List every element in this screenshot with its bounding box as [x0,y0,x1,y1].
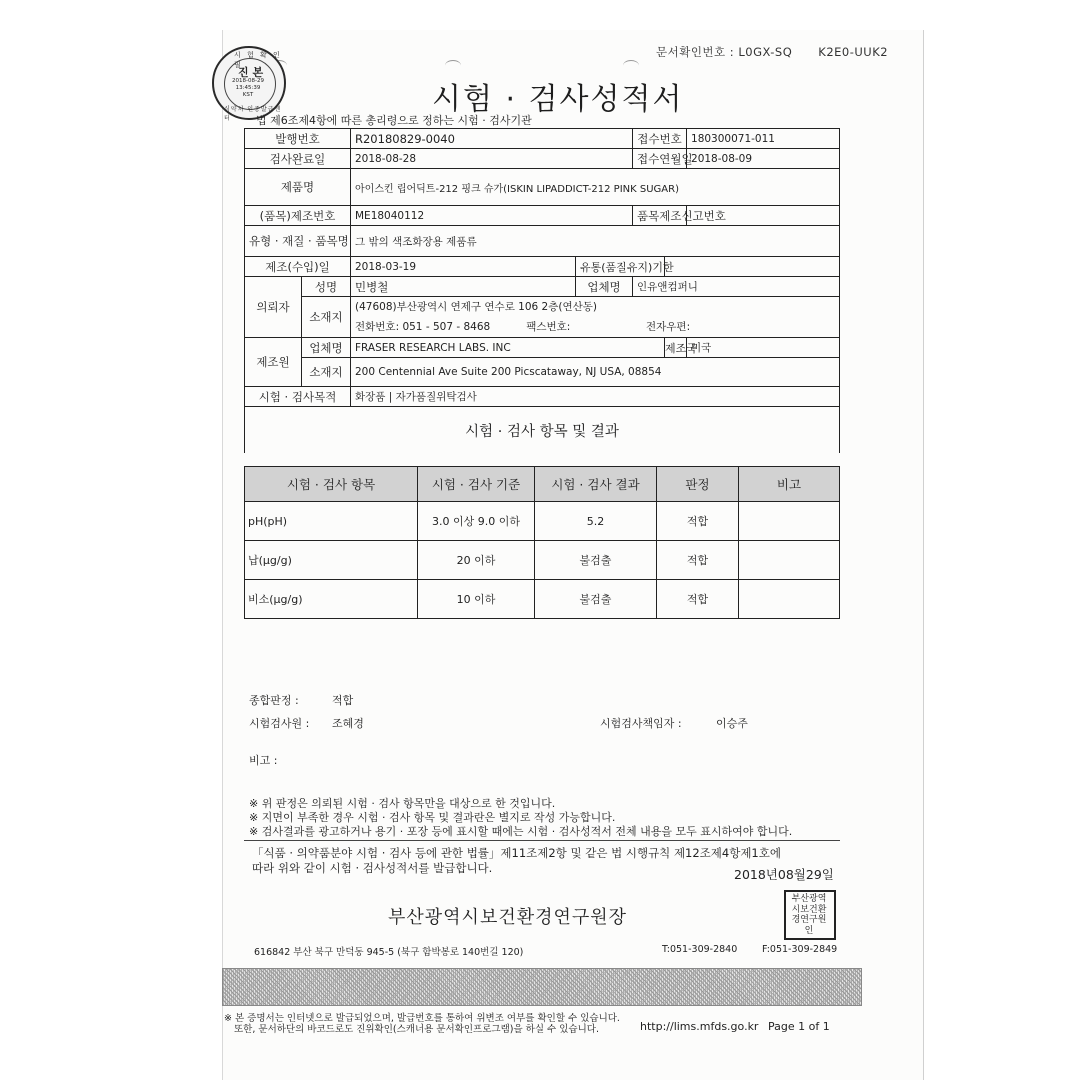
inspector-name: 조혜경 [332,717,364,730]
issuer-name: 부산광역시보건환경연구원장 [388,907,628,928]
footer-address: 616842 부산 북구 만덕동 945-5 (북구 함박봉로 140번길 120) [254,947,524,958]
certification-line: 따라 위와 같이 시험 · 검사성적서를 발급합니다. [252,861,493,875]
page-number: Page 1 of 1 [768,1020,830,1033]
manager-label: 시험검사책임자 : [600,717,682,730]
manager-name: 이승주 [716,717,748,730]
results-heading: 시험 · 검사 항목 및 결과 [245,407,840,454]
issue-date: 2018년08월29일 [734,867,834,882]
footer-disclaimer: 또한, 문서하단의 바코드로도 진위확인(스캐너용 문서확인프로그램)을 하실 수 있습니다. [234,1024,599,1035]
issuer-seal: 부산광역시보건환경연구원인 [784,890,836,940]
punch-hole [445,60,461,71]
note-line: ※ 검사결과를 광고하거나 용기 · 포장 등에 표시할 때에는 시험 · 검사성적서 전체 내용을 모두 표시하여야 합니다. [249,825,793,838]
document-subtitle: 법 제6조제4항에 따른 총리령으로 정하는 시험 · 검사기관 [256,114,532,127]
certification-line: 「식품 · 의약품분야 시험 · 검사 등에 관한 법률」제11조제2항 및 같은 법 시행규칙 제12조제4항제1호에 [252,846,781,860]
footer-fax: F:051-309-2849 [762,944,838,955]
footer-disclaimer: ※ 본 증명서는 인터넷으로 발급되었으며, 발급번호를 통하여 위변조 여부를 확인할 수 있습니다. [224,1013,620,1024]
remarks-label: 비고 : [249,754,278,767]
verification-barcode [222,968,862,1006]
authenticity-stamp: 시 험 확 인 필 진 본 2018-08-29 13:45:39 KST 식약처 인증발급센터 [212,46,286,120]
footer-url: http://lims.mfds.go.kr [640,1020,759,1033]
footer-tel: T:051-309-2840 [662,944,738,955]
table-row: pH(pH) 3.0 이상 9.0 이하 5.2 적합 [245,502,840,541]
note-line: ※ 위 판정은 의뢰된 시험 · 검사 항목만을 대상으로 한 것입니다. [249,797,556,810]
overall-judgment: 적합 [332,694,354,707]
doc-check-number: 문서확인번호 : L0GX-SQ K2E0-UUK2 [656,45,889,59]
table-row: 비소(µg/g) 10 이하 불검출 적합 [245,580,840,619]
note-line: ※ 지면이 부족한 경우 시험 · 검사 항목 및 결과란은 별지로 작성 가능합니다. [249,811,616,824]
punch-hole [623,60,639,71]
inspector-label: 시험검사원 : [249,717,310,730]
info-table: 발행번호 R20180829-0040 접수번호 180300071-011 검사완료일 2018-08-28 접수연월일 2018-08-09 제품명 아이스킨 립어딕트-212 핑크 슈가(ISKIN LIPADDICT-212 PINK SUGAR) (품목)제조번호 ME18040112 품목제조신고번호 유형 · 재질 · 품목명 그 밖의 색조화장용 제품류 제조(수입)일 2018-03-19 유통(품질유지)기한 의뢰자 성명 민병철 업체명 인유앤컴퍼니 소재지 (47608)부산광역시 연제구 연수로 106 2층(연산동) 전화번호: 051 - 507 - 8468 팩스번호: 전자우편: 제조원 업체명 FRASER RESEARCH LABS. INC 제조국 미국 소재지 200 Centennial Ave Suite 200 Picscataway, NJ USA, 08854 시험 · 검사목적 화장품 | 자가품질위탁검사 시험 · 검사 항목 및 결과 [244,128,840,453]
overall-judgment-label: 종합판정 : [249,694,299,707]
document-title: 시험 · 검사성적서 [432,82,684,117]
divider [244,840,840,841]
table-row: 납(µg/g) 20 이하 불검출 적합 [245,541,840,580]
results-table: 시험 · 검사 항목 시험 · 검사 기준 시험 · 검사 결과 판정 비고 pH(pH) 3.0 이상 9.0 이하 5.2 적합 납(µg/g) 20 이하 불검출 적합 비소(µg/g) 10 이하 불검출 적합 [244,466,840,619]
